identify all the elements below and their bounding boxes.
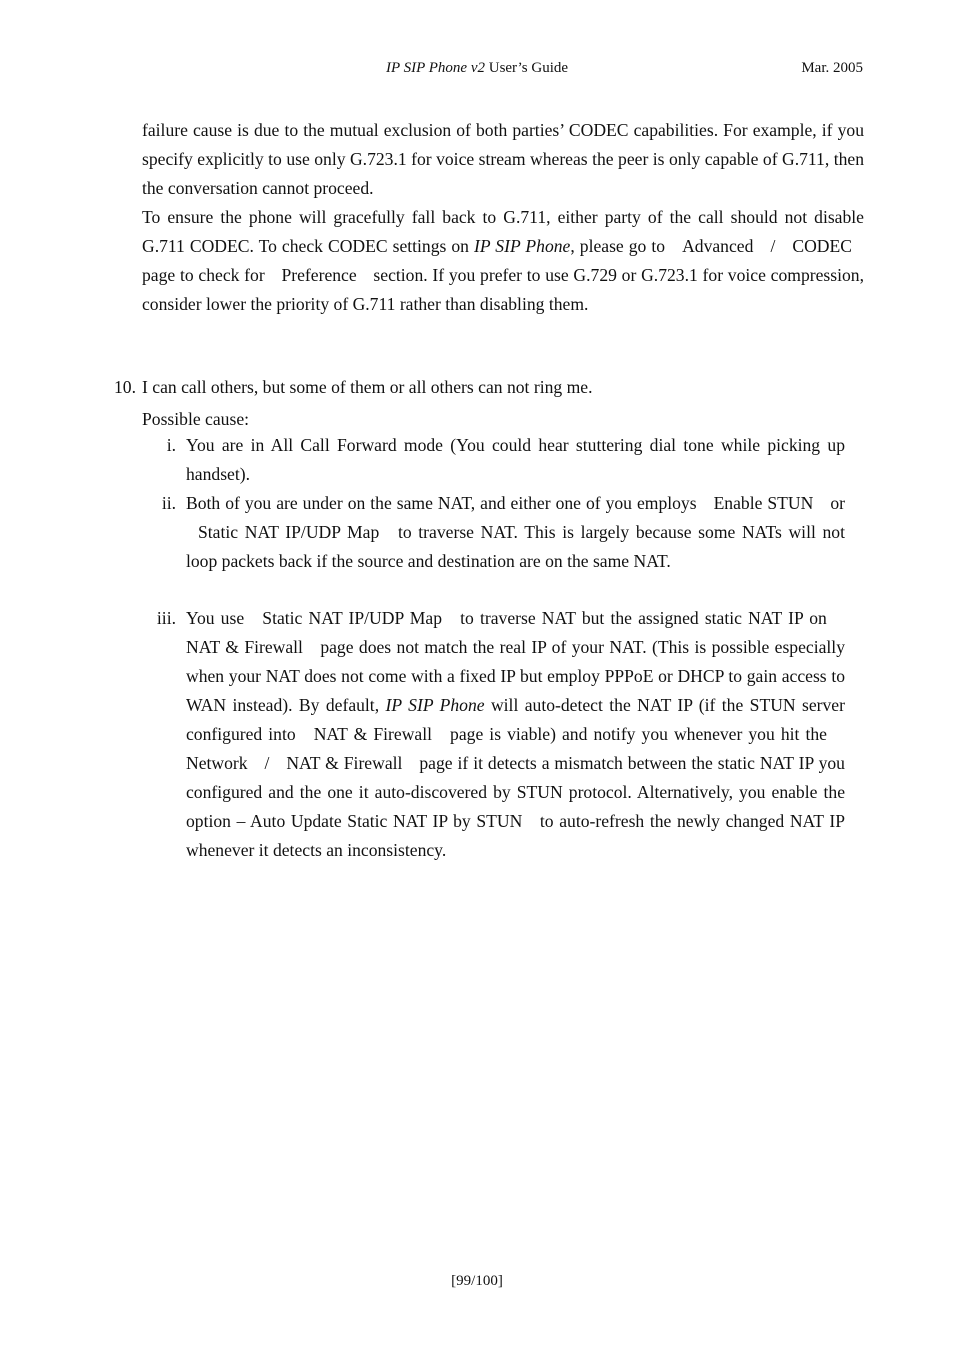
cause-numeral: iii. [156,608,176,628]
cause-text-part: page if it detects a mismatch between the static NAT IP you configured and the one it auto-discovered by STUN protocol. Alternatively, you enable the option – [186,753,845,831]
menu-codec: CODEC [792,236,852,256]
cause-text: You are in All Call Forward mode (You could hear stuttering dial tone while picking up handset). [186,435,845,484]
p2-text-1: To ensure the phone will gracefully fall back to G.711, either party of the call should not disable G.711 CODEC. To check CODEC settings on [142,207,864,256]
page-nat-firewall: NAT & Firewall [186,637,303,657]
cause-text-part: page is viable) and notify you whenever you hit the [444,724,833,744]
option-static-nat-map: Static NAT IP/UDP Map [262,608,442,628]
p2-phone-name: IP SIP Phone [474,236,571,256]
cause-text-part: to traverse NAT but the assigned static NAT IP on [454,608,833,628]
p2-text-4: section. If you prefer to use G.729 or G.723.1 for voice compression, consider lower the priority of G.711 rather than disabling them. [142,265,864,314]
option-enable-stun: Enable STUN [713,493,814,513]
paragraph-codec-failure: failure cause is due to the mutual exclusion of both parties’ CODEC capabilities. For example, if you specify explicitly to use only G.723.1 for voice stream whereas the peer is only capable of G.711, then the conversation cannot proceed. [142,120,864,198]
cause-item [142,431,845,489]
option-static-nat-map: Static NAT IP/UDP Map [198,522,380,542]
menu-slash: / [264,753,270,773]
cause-text-part: You use [186,608,251,628]
cause-item [142,489,845,576]
faq-item-question: I can call others, but some of them or all others can not ring me. [142,377,593,397]
cause-numeral: i. [166,435,176,455]
faq-item-10 [114,373,592,402]
option-auto-update-static-nat: Auto Update Static NAT IP by STUN [250,811,523,831]
paragraph-codec-fallback [142,203,864,319]
running-header-date: Mar. 2005 [801,60,863,76]
cause-text-part: to traverse NAT. This is largely because some NATs will not loop packets back if the source and destination are on the same NAT. [186,522,845,571]
menu-network: Network [186,753,248,773]
cause-text-part: or [825,493,845,513]
cause-text [186,489,845,576]
preference-section-name: Preference [281,265,357,285]
faq-item-number: 10. [114,377,136,397]
page-number: [99/100] [451,1273,503,1289]
p2-text-2: , please go to [570,236,671,256]
menu-slash: / [770,236,776,256]
cause-text-part: page does not match the real IP of your NAT. (This is possible especially when your NAT does not come with a fixed IP but employ PPPoE or DHCP to gain access to WAN instead). By default, [186,637,845,715]
cause-numeral: ii. [161,493,176,513]
page-nat-firewall: NAT & Firewall [313,724,432,744]
cause-text-part: Both of you are under on the same NAT, and either one of you employs [186,493,702,513]
cause-text-part: to auto-refresh the newly changed NAT IP whenever it detects an inconsistency. [186,811,845,860]
page-nat-firewall: NAT & Firewall [286,753,403,773]
phone-name: IP SIP Phone [385,695,485,715]
p2-text-3: page to check for [142,265,270,285]
cause-text-part: will auto-detect the NAT IP (if the STUN server configured into [186,695,845,744]
menu-advanced: Advanced [682,236,754,256]
cause-item [142,604,845,865]
possible-cause-label: Possible cause: [142,409,250,429]
cause-text [186,604,845,865]
header-product-name: IP SIP Phone v2 [385,60,485,76]
header-guide-label: User’s Guide [484,60,569,76]
